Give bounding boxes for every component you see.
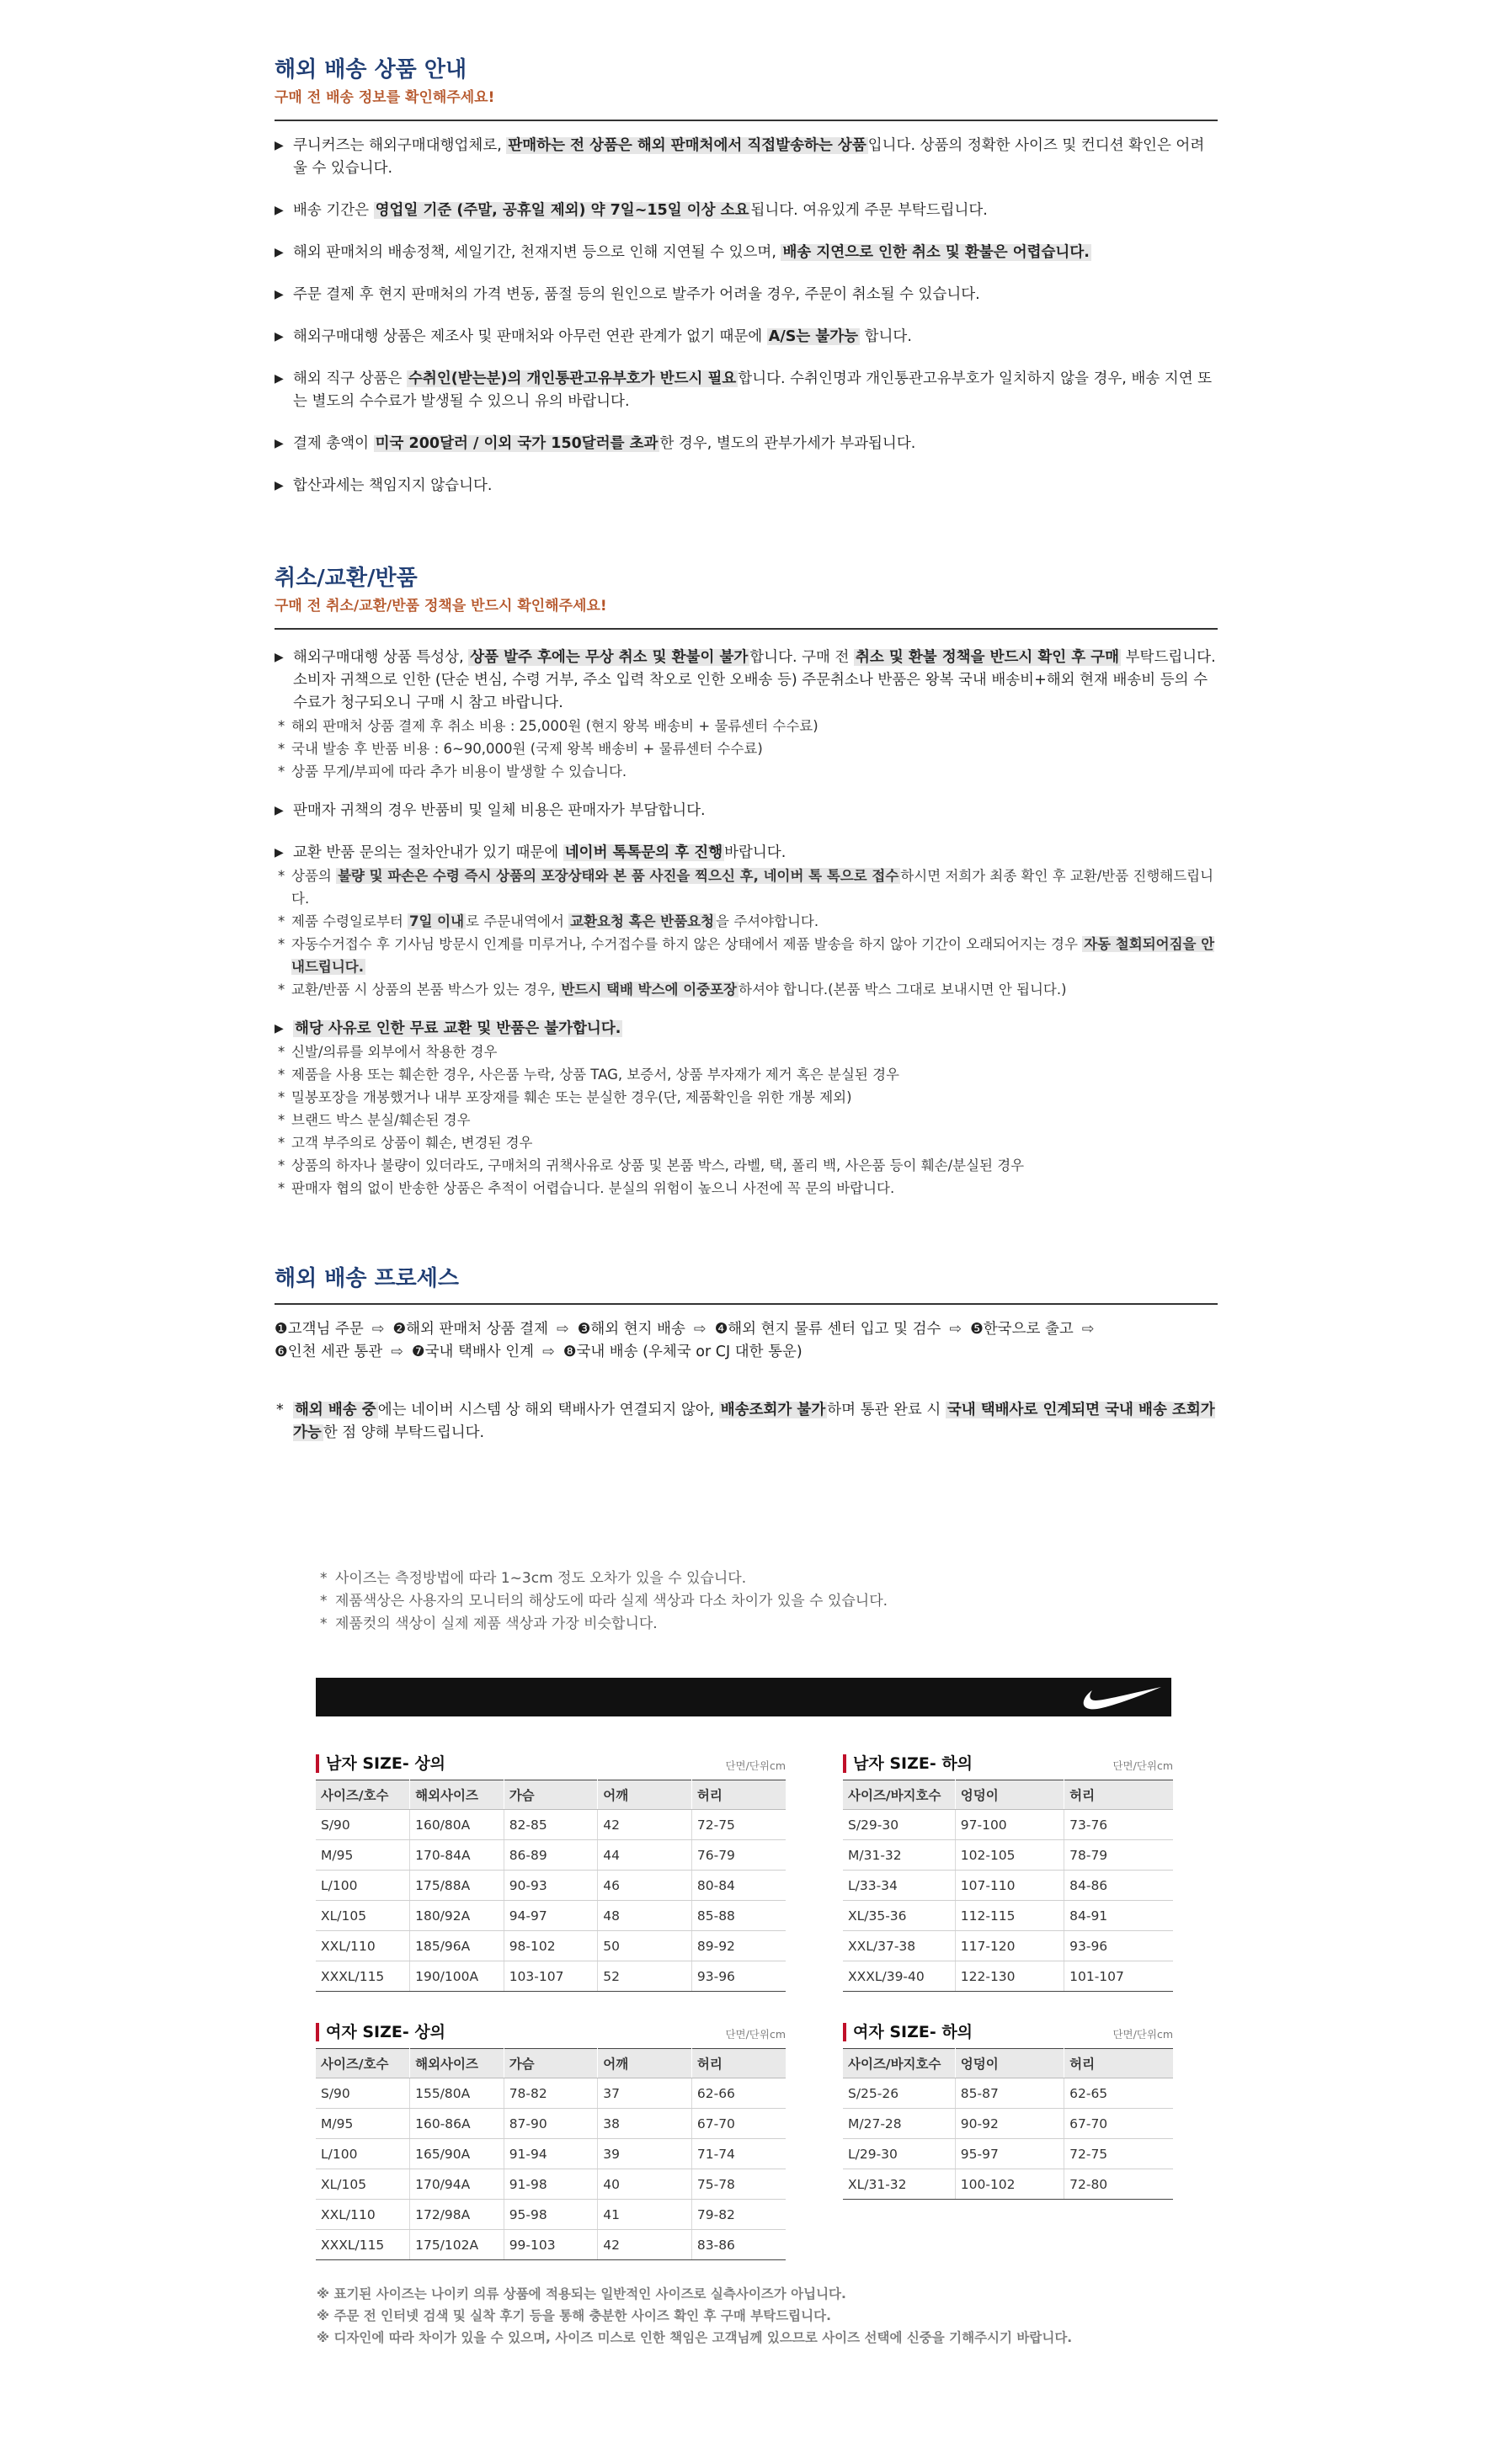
footer-note: ※ 표기된 사이즈는 나이키 의류 상품에 적용되는 일반적인 사이즈로 실측사이즈가 아닙니다. <box>317 2286 846 2302</box>
column-header: 엉덩이 <box>955 1780 1064 1810</box>
divider <box>275 120 1218 121</box>
fee-note: * 상품 무게/부피에 따라 추가 비용이 발생할 수 있습니다. <box>278 764 627 780</box>
shipping-item: ▶ 합산과세는 책임지지 않습니다. <box>275 475 1218 498</box>
table-cell: 95-97 <box>955 2139 1064 2169</box>
table-cell: 72-80 <box>1064 2169 1173 2200</box>
table-cell: 93-96 <box>691 1961 786 1992</box>
triangle-bullet-icon: ▶ <box>275 846 284 859</box>
table-cell: 78-79 <box>1064 1840 1173 1871</box>
table-cell: L/33-34 <box>843 1871 955 1901</box>
table-cell: S/29-30 <box>843 1810 955 1840</box>
table-row <box>316 2230 786 2260</box>
shipping-item: ▶ 쿠니커즈는 해외구매대행업체로, 판매하는 전 상품은 해외 판매처에서 직접발송하는 상품 입니다. 상품의 정확한 사이즈 및 컨디션 확인은 어려울 수 있습니다. <box>275 135 1218 180</box>
table-row <box>316 2139 786 2169</box>
unit-label: 단면/단위cm <box>1112 2028 1173 2041</box>
unit-label: 단면/단위cm <box>1112 1759 1173 1772</box>
table-cell: 82-85 <box>504 1810 598 1840</box>
table-cell: 50 <box>598 1931 692 1961</box>
table-cell: S/90 <box>316 1810 410 1840</box>
process-title: 해외 배송 프로세스 <box>275 1266 460 1291</box>
size-table <box>843 2048 1173 2200</box>
fee-note: * 해외 판매처 상품 결제 후 취소 비용 : 25,000원 (현지 왕복 배송비 + 물류센터 수수료) <box>278 718 818 734</box>
table-cell: 79-82 <box>691 2200 786 2230</box>
table-cell: 87-90 <box>504 2109 598 2139</box>
shipping-subtitle: 구매 전 배송 정보를 확인해주세요! <box>275 89 495 106</box>
cancel-sub-note: * 제품 수령일로부터 7일 이내 로 주문내역에서 교환요청 혹은 반품요청 을 주셔야합니다. <box>278 913 819 929</box>
table-cell: M/95 <box>316 1840 410 1871</box>
table-row <box>316 2200 786 2230</box>
table-cell: 155/80A <box>410 2078 504 2109</box>
table-row <box>316 1810 786 1840</box>
table-cell: XL/105 <box>316 2169 410 2200</box>
table-cell: 78-82 <box>504 2078 598 2109</box>
unit-label: 단면/단위cm <box>725 1759 786 1772</box>
table-cell: 42 <box>598 2230 692 2260</box>
arrow-right-icon: ⇨ <box>693 1321 707 1338</box>
table-cell: 75-78 <box>691 2169 786 2200</box>
footer-note: ※ 디자인에 따라 차이가 있을 수 있으며, 사이즈 미스로 인한 책임은 고객님께 있으므로 사이즈 선택에 신중을 기해주시기 바랍니다. <box>317 2330 1073 2345</box>
column-header: 가슴 <box>504 2049 598 2078</box>
table-cell: S/25-26 <box>843 2078 955 2109</box>
column-header: 사이즈/바지호수 <box>843 2049 955 2078</box>
table-cell: 84-86 <box>1064 1871 1173 1901</box>
process-step: ❶고객님 주문 <box>275 1321 364 1338</box>
table-cell: 175/102A <box>410 2230 504 2260</box>
table-row <box>843 1871 1173 1901</box>
table-cell: M/27-28 <box>843 2109 955 2139</box>
cancel-fee-list <box>275 715 1218 783</box>
triangle-bullet-icon: ▶ <box>275 651 284 664</box>
column-header: 엉덩이 <box>955 2049 1064 2078</box>
table-cell: 122-130 <box>955 1961 1064 1992</box>
table-row <box>843 1931 1173 1961</box>
reason-note: * 제품을 사용 또는 훼손한 경우, 사은품 누락, 상품 TAG, 보증서, 상품 부자재가 제거 혹은 분실된 경우 <box>278 1067 899 1083</box>
table-cell: 62-66 <box>691 2078 786 2109</box>
triangle-bullet-icon: ▶ <box>275 139 284 152</box>
table-cell: 160-86A <box>410 2109 504 2139</box>
table-cell: 83-86 <box>691 2230 786 2260</box>
triangle-bullet-icon: ▶ <box>275 288 284 301</box>
column-header: 어깨 <box>598 1780 692 1810</box>
column-header: 허리 <box>1064 2049 1173 2078</box>
table-cell: XL/31-32 <box>843 2169 955 2200</box>
table-cell: 72-75 <box>691 1810 786 1840</box>
table-cell: 165/90A <box>410 2139 504 2169</box>
shipping-title: 해외 배송 상품 안내 <box>275 57 467 82</box>
table-cell: XXXL/115 <box>316 1961 410 1992</box>
table-cell: 102-105 <box>955 1840 1064 1871</box>
table-cell: 91-98 <box>504 2169 598 2200</box>
process-step: ❷해외 판매처 상품 결제 <box>392 1321 548 1338</box>
reason-note: * 신발/의류를 외부에서 착용한 경우 <box>278 1044 498 1060</box>
process-step: ❹해외 현지 물류 센터 입고 및 검수 <box>714 1321 941 1338</box>
cancel-item-2: ▶ 판매자 귀책의 경우 반품비 및 일체 비용은 판매자가 부담합니다. <box>275 800 1218 822</box>
table-cell: XXL/110 <box>316 1931 410 1961</box>
table-cell: 190/100A <box>410 1961 504 1992</box>
divider <box>275 628 1218 630</box>
table-cell: S/90 <box>316 2078 410 2109</box>
table-cell: 48 <box>598 1901 692 1931</box>
shipping-item: ▶ 배송 기간은 영업일 기준 (주말, 공휴일 제외) 약 7일~15일 이상 소요 됩니다. 여유있게 주문 부탁드립니다. <box>275 200 1218 222</box>
column-header: 어깨 <box>598 2049 692 2078</box>
table-row <box>316 1961 786 1992</box>
arrow-right-icon: ⇨ <box>371 1321 385 1338</box>
process-step: ❻인천 세관 통관 <box>275 1344 383 1360</box>
reason-note: * 브랜드 박스 분실/훼손된 경우 <box>278 1112 471 1128</box>
size-table <box>316 2048 786 2260</box>
table-cell: 97-100 <box>955 1810 1064 1840</box>
triangle-bullet-icon: ▶ <box>275 204 284 217</box>
table-cell: 73-76 <box>1064 1810 1173 1840</box>
table-cell: 89-92 <box>691 1931 786 1961</box>
size-table <box>843 1780 1173 1992</box>
unit-label: 단면/단위cm <box>725 2028 786 2041</box>
table-row <box>843 2169 1173 2200</box>
table-cell: XXXL/115 <box>316 2230 410 2260</box>
shipping-item: ▶ 해외 직구 상품은 수취인(받는분)의 개인통관고유부호가 반드시 필요 합니다. 수취인명과 개인통관고유부호가 일치하지 않을 경우, 배송 지연 또는 별도의 수수료가 발생될 수 있으니 유의 바랍니다. <box>275 368 1218 413</box>
table-cell: 72-75 <box>1064 2139 1173 2169</box>
table-cell: 185/96A <box>410 1931 504 1961</box>
table-cell: 98-102 <box>504 1931 598 1961</box>
cancel-title: 취소/교환/반품 <box>275 566 418 591</box>
table-cell: 41 <box>598 2200 692 2230</box>
arrow-right-icon: ⇨ <box>556 1321 569 1338</box>
table-cell: 117-120 <box>955 1931 1064 1961</box>
table-cell: 39 <box>598 2139 692 2169</box>
table-cell: 100-102 <box>955 2169 1064 2200</box>
column-header: 허리 <box>1064 1780 1173 1810</box>
table-row <box>843 1810 1173 1840</box>
table-cell: XXL/37-38 <box>843 1931 955 1961</box>
table-cell: 175/88A <box>410 1871 504 1901</box>
column-header: 가슴 <box>504 1780 598 1810</box>
arrow-right-icon: ⇨ <box>391 1344 403 1360</box>
table-cell: L/100 <box>316 2139 410 2169</box>
table-cell: 52 <box>598 1961 692 1992</box>
table-cell: 91-94 <box>504 2139 598 2169</box>
shipping-info-section <box>275 56 1218 517</box>
triangle-bullet-icon: ▶ <box>275 330 284 343</box>
table-row <box>316 2078 786 2109</box>
reason-note: * 상품의 하자나 불량이 있더라도, 구매처의 귀책사유로 상품 및 본품 박스, 라벨, 택, 폴리 백, 사은품 등이 훼손/분실된 경우 <box>278 1157 1025 1173</box>
process-section <box>275 1264 1218 1445</box>
table-cell: 90-92 <box>955 2109 1064 2139</box>
fee-note: * 국내 발송 후 반품 비용 : 6~90,000원 (국제 왕복 배송비 + 물류센터 수수료) <box>278 741 763 757</box>
table-cell: 170-84A <box>410 1840 504 1871</box>
triangle-bullet-icon: ▶ <box>275 437 284 450</box>
brand-banner <box>316 1678 1171 1716</box>
column-header: 허리 <box>691 1780 786 1810</box>
column-header: 사이즈/바지호수 <box>843 1780 955 1810</box>
cancel-subtitle: 구매 전 취소/교환/반품 정책을 반드시 확인해주세요! <box>275 598 607 615</box>
size-note: * 사이즈는 측정방법에 따라 1~3cm 정도 오차가 있을 수 있습니다. <box>320 1570 747 1587</box>
process-step: ❽국내 배송 (우체국 or CJ 대한 통운) <box>563 1344 802 1360</box>
footer-note: ※ 주문 전 인터넷 검색 및 실착 후기 등을 통해 충분한 사이즈 확인 후 구매 부탁드립니다. <box>317 2308 831 2323</box>
table-cell: 67-70 <box>1064 2109 1173 2139</box>
nike-swoosh-logo <box>1079 1684 1163 1711</box>
table-row <box>316 1871 786 1901</box>
shipping-item: ▶ 주문 결제 후 현지 판매처의 가격 변동, 품절 등의 원인으로 발주가 어려울 경우, 주문이 취소될 수 있습니다. <box>275 284 1218 306</box>
footer-notes <box>317 2283 1243 2349</box>
cancel-policy-section <box>275 564 1218 1200</box>
table-cell: 71-74 <box>691 2139 786 2169</box>
table-cell: 76-79 <box>691 1840 786 1871</box>
table-cell: 103-107 <box>504 1961 598 1992</box>
size-table <box>316 1780 786 1992</box>
table-cell: L/29-30 <box>843 2139 955 2169</box>
size-note: * 제품컷의 색상이 실제 제품 색상과 가장 비슷합니다. <box>320 1615 658 1632</box>
arrow-right-icon: ⇨ <box>1081 1321 1095 1338</box>
table-cell: 62-65 <box>1064 2078 1173 2109</box>
women-top-table-block <box>316 2013 786 2260</box>
table-row <box>316 1931 786 1961</box>
table-cell: 37 <box>598 2078 692 2109</box>
column-header: 사이즈/호수 <box>316 1780 410 1810</box>
men-bottom-table-block <box>843 1744 1173 1992</box>
table-cell: 80-84 <box>691 1871 786 1901</box>
size-notes <box>318 1567 1076 1636</box>
table-cell: XL/35-36 <box>843 1901 955 1931</box>
cancel-item-3: ▶ 교환 반품 문의는 절차안내가 있기 때문에 네이버 톡톡문의 후 진행 바랍니다. <box>275 842 1218 865</box>
table-row <box>316 1901 786 1931</box>
triangle-bullet-icon: ▶ <box>275 804 284 817</box>
table-cell: 93-96 <box>1064 1931 1173 1961</box>
table-cell: 160/80A <box>410 1810 504 1840</box>
no-return-reason-list <box>275 1040 1218 1200</box>
table-cell: 85-88 <box>691 1901 786 1931</box>
women-bottom-table-block <box>843 2013 1173 2200</box>
cancel-item-4: ▶ 해당 사유로 인한 무료 교환 및 반품은 불가합니다. <box>275 1018 1218 1040</box>
triangle-bullet-icon: ▶ <box>275 1022 284 1035</box>
table-title: 여자 SIZE- 하의 <box>843 2023 973 2041</box>
cancel-sub-note: * 자동수거접수 후 기사님 방문시 인계를 미루거나, 수거접수를 하지 않은 상태에서 제품 발송을 하지 않아 기간이 오래되어지는 경우 자동 철회되어짐을 안내드립니다. <box>278 936 1215 975</box>
table-cell: 38 <box>598 2109 692 2139</box>
triangle-bullet-icon: ▶ <box>275 372 284 386</box>
process-step: ❼국내 택배사 인계 <box>411 1344 535 1360</box>
shipping-item-list <box>275 135 1218 498</box>
table-cell: 180/92A <box>410 1901 504 1931</box>
table-row <box>843 1840 1173 1871</box>
process-step: ❸해외 현지 배송 <box>577 1321 685 1338</box>
table-row <box>843 1901 1173 1931</box>
cancel-sub-note: * 교환/반품 시 상품의 본품 박스가 있는 경우, 반드시 택배 박스에 이중포장 하셔야 합니다.(본품 박스 그대로 보내시면 안 됩니다.) <box>278 982 1067 998</box>
table-cell: 86-89 <box>504 1840 598 1871</box>
table-cell: 46 <box>598 1871 692 1901</box>
column-header: 해외사이즈 <box>410 2049 504 2078</box>
tracking-note: * 해외 배송 중 에는 네이버 시스템 상 해외 택배사가 연결되지 않아, 배송조회가 불가 하며 통관 완료 시 국내 택배사로 인계되면 국내 배송 조회가 가능 한 점 양해 부탁드립니다. <box>276 1402 1215 1441</box>
column-header: 해외사이즈 <box>410 1780 504 1810</box>
table-cell: 85-87 <box>955 2078 1064 2109</box>
table-cell: XXXL/39-40 <box>843 1961 955 1992</box>
triangle-bullet-icon: ▶ <box>275 479 284 492</box>
shipping-item: ▶ 해외 판매처의 배송정책, 세일기간, 천재지변 등으로 인해 지연될 수 있으며, 배송 지연으로 인한 취소 및 환불은 어렵습니다. <box>275 242 1218 264</box>
shipping-item: ▶ 해외구매대행 상품은 제조사 및 판매처와 아무런 연관 관계가 없기 때문에 A/S는 불가능 합니다. <box>275 326 1218 349</box>
divider <box>275 1303 1218 1305</box>
table-cell: 107-110 <box>955 1871 1064 1901</box>
table-row <box>316 2169 786 2200</box>
table-cell: 40 <box>598 2169 692 2200</box>
cancel-item-1: ▶ 해외구매대행 상품 특성상, 상품 발주 후에는 무상 취소 및 환불이 불가 합니다. 구매 전 취소 및 환불 정책을 반드시 확인 후 구매 부탁드립니다. 소비자 귀책으로 인한 (단순 변심, 수령 거부, 주소 입력 착오로 인한 오배송 등) 주문취소나 반품은 왕복 국내 배송비+해외 현재 배송비 등의 수수료가 청구되오니 구매 시 참고 바랍니다. <box>275 647 1218 715</box>
table-title: 남자 SIZE- 상의 <box>316 1754 445 1773</box>
table-cell: 44 <box>598 1840 692 1871</box>
table-cell: 170/94A <box>410 2169 504 2200</box>
reason-note: * 판매자 협의 없이 반송한 상품은 추적이 어렵습니다. 분실의 위험이 높으니 사전에 꼭 문의 바랍니다. <box>278 1180 895 1196</box>
size-note: * 제품색상은 사용자의 모니터의 해상도에 따라 실제 색상과 다소 차이가 있을 수 있습니다. <box>320 1593 888 1610</box>
column-header: 허리 <box>691 2049 786 2078</box>
men-top-table-block <box>316 1744 786 1992</box>
table-cell: 112-115 <box>955 1901 1064 1931</box>
arrow-right-icon: ⇨ <box>949 1321 962 1338</box>
table-row <box>843 2109 1173 2139</box>
table-title: 남자 SIZE- 하의 <box>843 1754 973 1773</box>
table-cell: 67-70 <box>691 2109 786 2139</box>
reason-note: * 고객 부주의로 상품이 훼손, 변경된 경우 <box>278 1135 533 1151</box>
table-cell: 42 <box>598 1810 692 1840</box>
table-row <box>843 2078 1173 2109</box>
triangle-bullet-icon: ▶ <box>275 246 284 259</box>
shipping-item: ▶ 결제 총액이 미국 200달러 / 이외 국가 150달러를 초과 한 경우, 별도의 관부가세가 부과됩니다. <box>275 433 1218 455</box>
table-cell: 101-107 <box>1064 1961 1173 1992</box>
table-cell: 90-93 <box>504 1871 598 1901</box>
reason-note: * 밀봉포장을 개봉했거나 내부 포장재를 훼손 또는 분실한 경우(단, 제품확인을 위한 개봉 제외) <box>278 1089 852 1105</box>
arrow-right-icon: ⇨ <box>542 1344 555 1360</box>
table-cell: 172/98A <box>410 2200 504 2230</box>
table-cell: 84-91 <box>1064 1901 1173 1931</box>
table-cell: 99-103 <box>504 2230 598 2260</box>
table-cell: L/100 <box>316 1871 410 1901</box>
table-cell: M/31-32 <box>843 1840 955 1871</box>
table-row <box>843 1961 1173 1992</box>
process-steps <box>275 1318 1218 1364</box>
table-row <box>843 2139 1173 2169</box>
cancel-sub-note: * 상품의 불량 및 파손은 수령 즉시 상품의 포장상태와 본 품 사진을 찍으신 후, 네이버 톡 톡으로 접수 하시면 저희가 최종 확인 후 교환/반품 진행해드립니다. <box>278 868 1214 907</box>
table-cell: 95-98 <box>504 2200 598 2230</box>
table-row <box>316 2109 786 2139</box>
table-cell: XL/105 <box>316 1901 410 1931</box>
table-cell: XXL/110 <box>316 2200 410 2230</box>
table-cell: 94-97 <box>504 1901 598 1931</box>
table-title: 여자 SIZE- 상의 <box>316 2023 445 2041</box>
table-row <box>316 1840 786 1871</box>
column-header: 사이즈/호수 <box>316 2049 410 2078</box>
process-step: ❺한국으로 출고 <box>970 1321 1074 1338</box>
table-cell: M/95 <box>316 2109 410 2139</box>
